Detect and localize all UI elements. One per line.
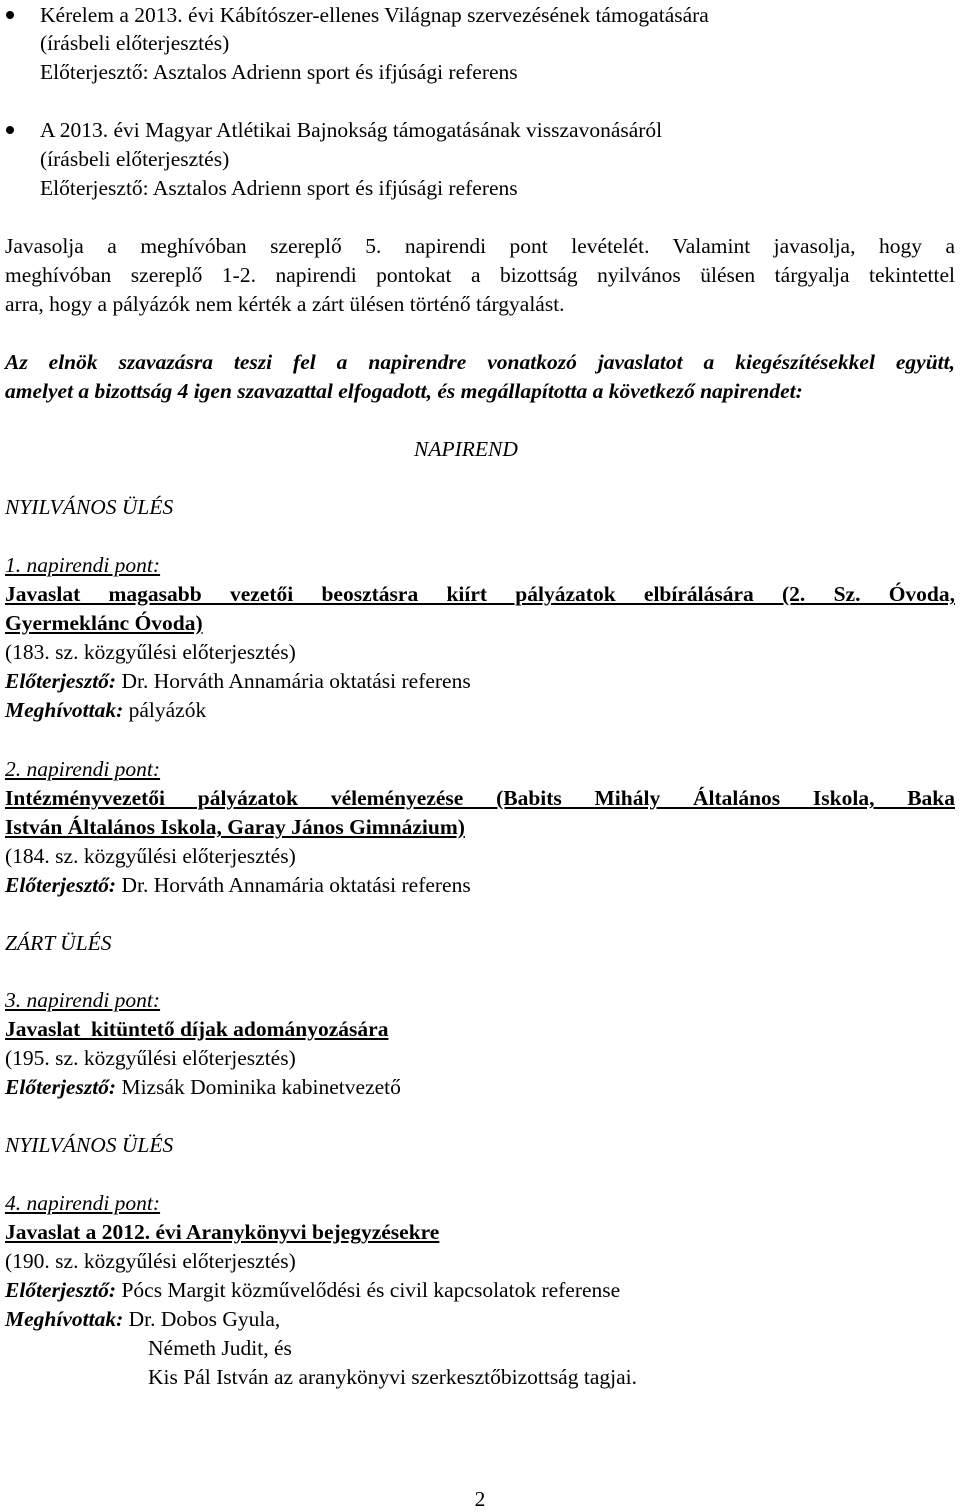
item-2-reference: (184. sz. közgyűlési előterjesztés) — [5, 844, 296, 868]
proposal-line-2: meghívóban szereplő 1-2. napirendi pontokat a bizottság nyilvános ülésen tárgyalja tekintettel — [5, 263, 955, 287]
item-3-presenter — [5, 1074, 401, 1100]
presenter-label: Előterjesztő: — [5, 1075, 117, 1099]
item-1-heading: 1. napirendi pont: — [5, 553, 161, 577]
bullet-2-line-3: Előterjesztő: Asztalos Adrienn sport és ifjúsági referens — [40, 176, 518, 200]
section-closed: ZÁRT ÜLÉS — [5, 931, 112, 955]
bullet-2-line-1: A 2013. évi Magyar Atlétikai Bajnokság támogatásának visszavonásáról — [40, 118, 663, 142]
item-1-title-line-1: Javaslat magasabb vezetői beosztásra kiírt pályázatok elbírálására (2. Sz. Óvoda, — [5, 582, 955, 606]
invited-label: Meghívottak: — [5, 1307, 124, 1331]
presenter-name: Dr. Horváth Annamária oktatási referens — [116, 669, 471, 693]
item-1-title-line-2: Gyermeklánc Óvoda) — [5, 611, 203, 635]
item-2-title-line-1: Intézményvezetői pályázatok véleményezése (Babits Mihály Általános Iskola, Baka — [5, 786, 955, 810]
item-4-heading: 4. napirendi pont: — [5, 1191, 161, 1215]
item-4-invited-line-3: Kis Pál István az aranykönyvi szerkesztőbizottság tagjai. — [148, 1365, 637, 1389]
item-3-title: Javaslat kitüntető díjak adományozására — [5, 1017, 389, 1041]
item-3-reference: (195. sz. közgyűlési előterjesztés) — [5, 1046, 296, 1070]
bullet-1-line-2: (írásbeli előterjesztés) — [40, 31, 230, 55]
item-2-heading: 2. napirendi pont: — [5, 757, 161, 781]
item-1-invited — [5, 697, 206, 723]
presenter-name: Dr. Horváth Annamária oktatási referens — [116, 873, 471, 897]
invited-label: Meghívottak: — [5, 698, 124, 722]
vote-line-2: amelyet a bizottság 4 igen szavazattal elfogadott, és megállapította a következő napirendet: — [5, 379, 803, 403]
item-1-reference: (183. sz. közgyűlési előterjesztés) — [5, 640, 296, 664]
presenter-name: Mizsák Dominika kabinetvezető — [116, 1075, 401, 1099]
agenda-title: NAPIREND — [414, 437, 518, 461]
invited-names: pályázók — [123, 698, 207, 722]
bullet-1-line-3: Előterjesztő: Asztalos Adrienn sport és ifjúsági referens — [40, 60, 518, 84]
item-2-presenter — [5, 872, 471, 898]
item-1-presenter — [5, 668, 471, 694]
invited-names: Dr. Dobos Gyula, — [123, 1307, 281, 1331]
presenter-label: Előterjesztő: — [5, 873, 117, 897]
item-4-reference: (190. sz. közgyűlési előterjesztés) — [5, 1249, 296, 1273]
presenter-name: Pócs Margit közművelődési és civil kapcsolatok referense — [116, 1278, 621, 1302]
item-2-title-line-2: István Általános Iskola, Garay János Gimnázium) — [5, 815, 465, 839]
presenter-label: Előterjesztő: — [5, 1278, 117, 1302]
proposal-line-1: Javasolja a meghívóban szereplő 5. napirendi pont levételét. Valamint javasolja, hogy a — [5, 234, 955, 258]
presenter-label: Előterjesztő: — [5, 669, 117, 693]
item-4-invited-line-2: Németh Judit, és — [148, 1336, 292, 1360]
section-public-1: NYILVÁNOS ÜLÉS — [5, 495, 174, 519]
page-number: 2 — [474, 1487, 486, 1511]
proposal-line-3: arra, hogy a pályázók nem kérték a zárt ülésen történő tárgyalást. — [5, 292, 565, 316]
vote-line-1: Az elnök szavazásra teszi fel a napirendre vonatkozó javaslatot a kiegészítésekkel együtt, — [5, 350, 955, 374]
bullet-marker — [6, 126, 14, 134]
item-4-invited — [5, 1306, 280, 1332]
item-4-presenter — [5, 1277, 620, 1303]
bullet-marker — [6, 11, 14, 19]
item-4-title: Javaslat a 2012. évi Aranykönyvi bejegyzésekre — [5, 1220, 440, 1244]
item-3-heading: 3. napirendi pont: — [5, 988, 161, 1012]
bullet-2-line-2: (írásbeli előterjesztés) — [40, 147, 230, 171]
bullet-1-line-1: Kérelem a 2013. évi Kábítószer-ellenes Világnap szervezésének támogatására — [40, 3, 709, 27]
section-public-2: NYILVÁNOS ÜLÉS — [5, 1133, 174, 1157]
